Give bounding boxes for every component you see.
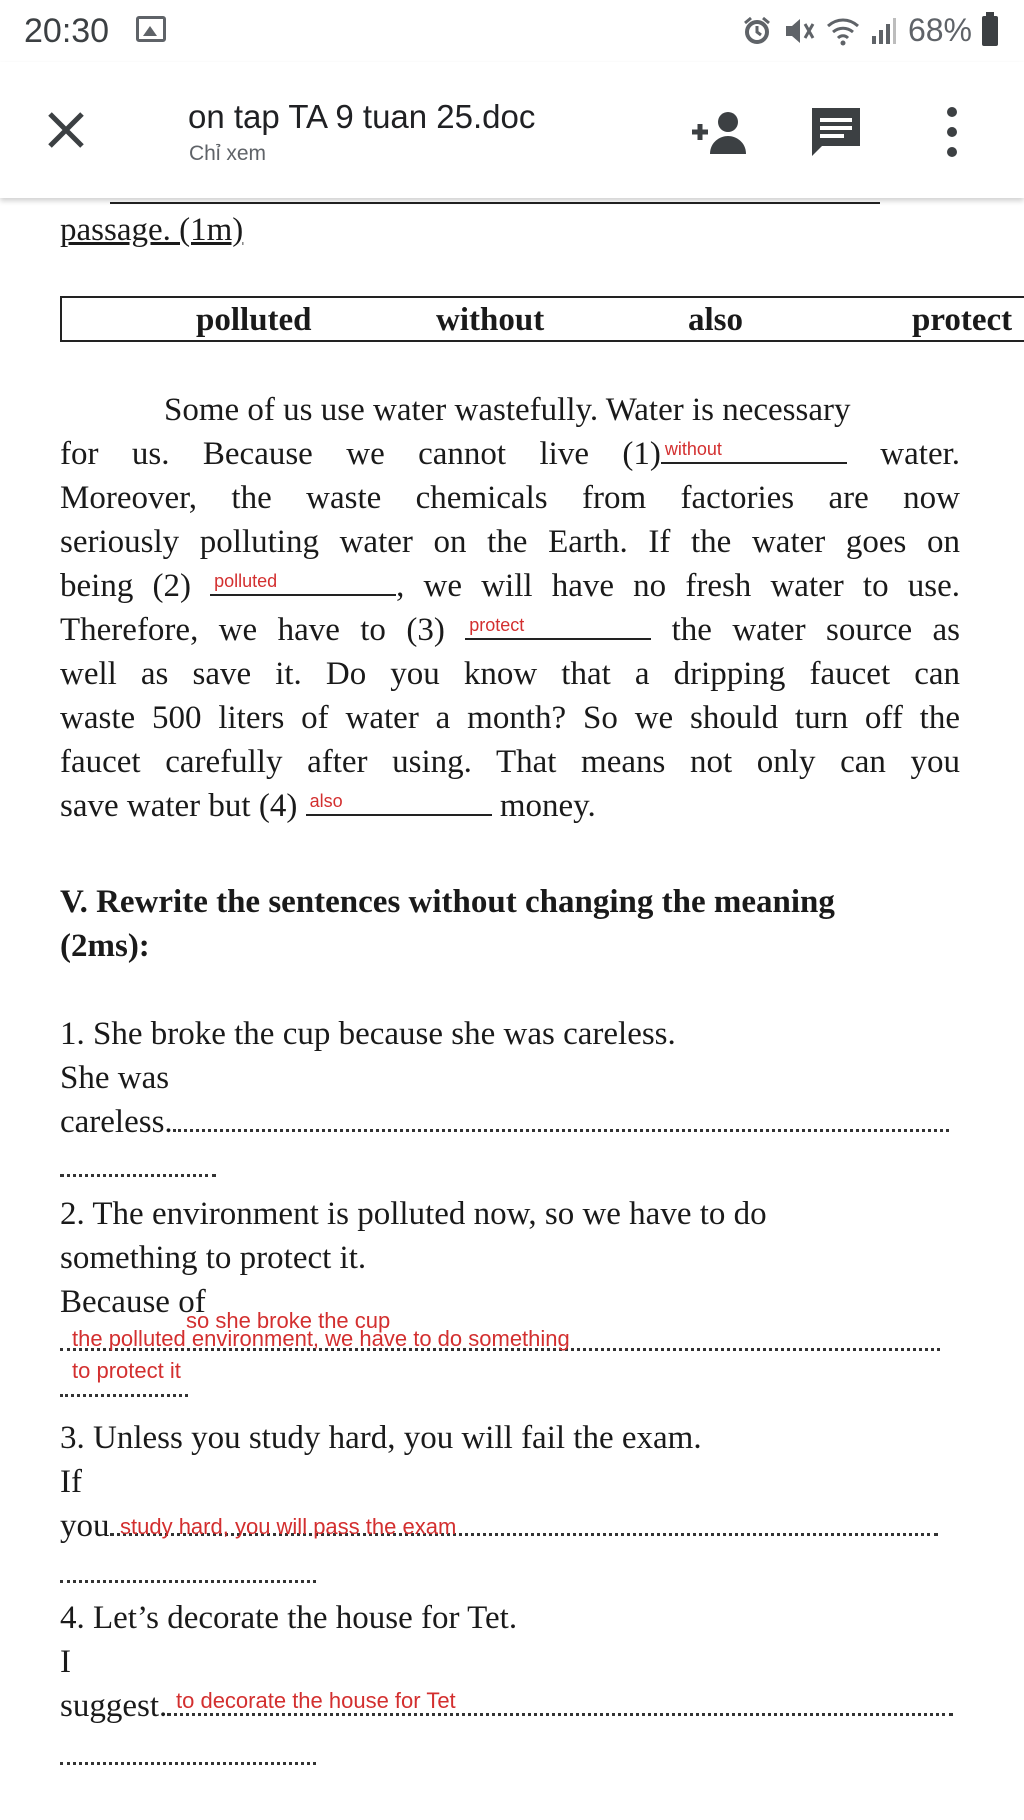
battery-percent: 68% bbox=[907, 12, 972, 48]
wifi-icon bbox=[826, 16, 860, 46]
answer-q4: to decorate the house for Tet bbox=[176, 1688, 456, 1713]
signal-icon bbox=[870, 16, 898, 46]
answer-2: polluted bbox=[214, 571, 278, 591]
passage-text: the water source as bbox=[671, 612, 961, 648]
passage-line: waste 500 liters of water a month? So we should turn off the bbox=[60, 700, 960, 736]
document-title: on tap TA 9 tuan 25.doc bbox=[188, 98, 536, 135]
instruction-tail: passage. (1m) bbox=[60, 212, 244, 248]
question-4-prefix: suggest. bbox=[60, 1688, 168, 1724]
word-box-item: also bbox=[688, 302, 744, 338]
passage-line: seriously polluting water on the Earth. If the water goes on bbox=[60, 524, 960, 560]
blank-2 bbox=[210, 568, 396, 596]
cut-off-underline bbox=[110, 202, 880, 204]
word-box-item: protect bbox=[912, 302, 1013, 338]
comment-icon[interactable] bbox=[808, 104, 864, 160]
answer-1: without bbox=[664, 439, 722, 459]
blank-3 bbox=[465, 612, 651, 640]
question-3-prefix: you bbox=[60, 1508, 110, 1544]
passage-line: Moreover, the waste chemicals from factories are now bbox=[60, 480, 960, 516]
answer-line-2b bbox=[60, 1394, 188, 1397]
passage-text: for us. Because we cannot live (1) bbox=[60, 436, 661, 472]
more-options-icon[interactable] bbox=[940, 104, 964, 160]
passage-text: water. bbox=[880, 436, 961, 472]
passage-line: faucet carefully after using. That means not only can you bbox=[60, 744, 960, 780]
question-2: something to protect it. bbox=[60, 1240, 367, 1276]
question-1-prefix: careless. bbox=[60, 1104, 173, 1140]
view-only-label: Chỉ xem bbox=[189, 142, 267, 165]
document-body bbox=[0, 198, 1024, 1820]
passage-line: well as save it. Do you know that a dripping faucet can bbox=[60, 656, 960, 692]
question-1-line bbox=[60, 1104, 949, 1141]
answer-4: also bbox=[309, 791, 343, 811]
passage-line bbox=[60, 612, 960, 649]
passage-line: Some of us use water wastefully. Water is necessary bbox=[164, 392, 851, 428]
answer-3: protect bbox=[469, 615, 525, 635]
passage-text: money. bbox=[499, 788, 596, 824]
word-box bbox=[60, 296, 1024, 342]
question-1: 1. She broke the cup because she was careless. bbox=[60, 1016, 676, 1052]
answer-line-1b bbox=[60, 1174, 216, 1177]
passage-line bbox=[60, 436, 960, 473]
image-icon bbox=[136, 16, 166, 42]
close-icon[interactable] bbox=[40, 104, 92, 156]
answer-q3: study hard, you will pass the exam bbox=[120, 1514, 457, 1539]
mute-icon bbox=[782, 16, 816, 46]
word-box-item: polluted bbox=[196, 302, 312, 338]
answer-q2: the polluted environment, we have to do something bbox=[72, 1326, 570, 1351]
answer-q1: so she broke the cup bbox=[186, 1308, 391, 1333]
answer-q2-cont: to protect it bbox=[72, 1358, 181, 1383]
passage-line bbox=[60, 568, 960, 605]
question-1-start: She was bbox=[60, 1060, 170, 1096]
question-2: 2. The environment is polluted now, so we have to do bbox=[60, 1196, 767, 1232]
passage-text: Therefore, we have to (3) bbox=[60, 612, 445, 648]
question-2-start: Because of bbox=[60, 1284, 206, 1320]
add-person-icon[interactable] bbox=[688, 106, 752, 158]
section-heading: (2ms): bbox=[60, 928, 150, 964]
blank-4 bbox=[306, 788, 492, 816]
battery-icon bbox=[982, 16, 998, 46]
answer-line-1 bbox=[173, 1109, 949, 1132]
passage-text: being (2) bbox=[60, 568, 191, 604]
answer-line-4b bbox=[60, 1762, 316, 1765]
section-heading: V. Rewrite the sentences without changing the meaning bbox=[60, 884, 835, 920]
alarm-icon bbox=[742, 16, 772, 46]
question-4-start: I bbox=[60, 1644, 71, 1680]
status-time: 20:30 bbox=[24, 12, 110, 50]
app-bar bbox=[0, 62, 1024, 198]
word-box-item: without bbox=[436, 302, 545, 338]
status-bar bbox=[0, 0, 1024, 62]
answer-line-3b bbox=[60, 1580, 316, 1583]
question-4: 4. Let’s decorate the house for Tet. bbox=[60, 1600, 518, 1636]
status-icons bbox=[742, 12, 998, 49]
question-3-start: If bbox=[60, 1464, 82, 1500]
passage-line bbox=[60, 788, 596, 825]
passage-text: , we will have no fresh water to use. bbox=[396, 568, 960, 604]
blank-1 bbox=[661, 436, 847, 464]
question-3: 3. Unless you study hard, you will fail the exam. bbox=[60, 1420, 702, 1456]
passage-text: save water but (4) bbox=[60, 788, 298, 824]
